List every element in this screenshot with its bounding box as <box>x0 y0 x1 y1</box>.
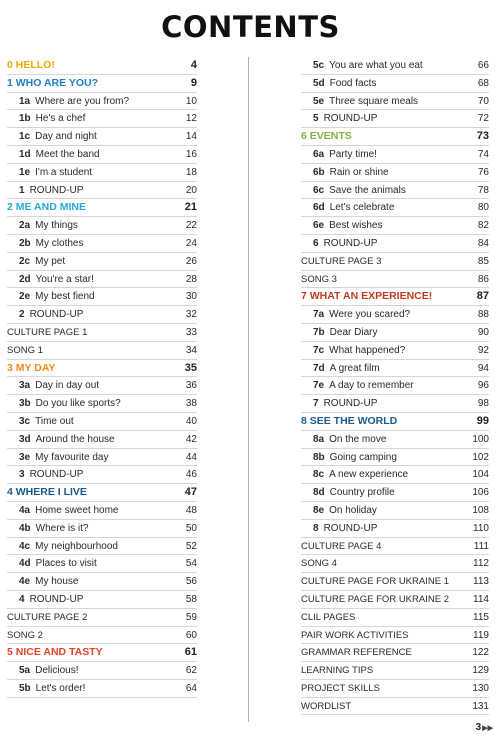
lesson-entry[interactable] <box>7 662 197 680</box>
entry-label: CULTURE PAGE 1 <box>7 326 88 338</box>
entry-label: 1 WHO ARE YOU? <box>7 76 99 89</box>
lesson-entry[interactable] <box>7 538 197 556</box>
entry-label: Food facts <box>329 77 377 89</box>
entry-page-number: 33 <box>185 326 197 338</box>
lesson-code: 4b <box>19 522 31 534</box>
entry-page-number: 76 <box>477 166 489 178</box>
lesson-code: 7c <box>313 344 325 356</box>
section-entry[interactable] <box>7 627 197 645</box>
lesson-code: 6d <box>313 202 325 214</box>
entry-label: 3 MY DAY <box>7 361 56 374</box>
lesson-entry[interactable] <box>7 271 197 289</box>
lesson-code: 7e <box>313 380 325 392</box>
entry-page-number: 100 <box>472 433 489 445</box>
entry-page-number: 20 <box>185 184 197 196</box>
lesson-code: 2a <box>19 220 31 232</box>
unit-heading[interactable] <box>7 57 197 75</box>
entry-label: Party time! <box>329 148 377 160</box>
entry-page-number: 84 <box>477 237 489 249</box>
entry-page-number: 87 <box>476 290 489 303</box>
entry-page-number: 72 <box>477 113 489 125</box>
entry-page-number: 64 <box>185 682 197 694</box>
entry-page-number: 21 <box>184 201 197 214</box>
unit-heading[interactable] <box>7 199 197 217</box>
lesson-entry[interactable] <box>7 431 197 449</box>
lesson-entry[interactable] <box>301 431 489 449</box>
lesson-code: 4c <box>19 540 31 552</box>
lesson-code: 4 <box>19 593 25 605</box>
lesson-code: 3 <box>19 469 25 481</box>
lesson-code: 5 <box>313 113 319 125</box>
entry-page-number: 73 <box>476 130 489 143</box>
section-entry[interactable] <box>7 324 197 342</box>
entry-page-number: 130 <box>472 682 489 694</box>
entry-page-number: 85 <box>477 255 489 267</box>
unit-heading[interactable] <box>7 644 197 662</box>
entry-label: SONG 4 <box>301 558 337 570</box>
lesson-code: 7b <box>313 326 325 338</box>
entry-label: CULTURE PAGE 3 <box>301 255 382 267</box>
entry-label: SONG 2 <box>7 629 43 641</box>
entry-label: ROUND-UP <box>29 469 84 481</box>
lesson-code: 2d <box>19 273 31 285</box>
entry-page-number: 40 <box>185 415 197 427</box>
lesson-code: 2 <box>19 309 25 321</box>
entry-label: PROJECT SKILLS <box>301 682 381 694</box>
lesson-entry[interactable] <box>301 57 489 75</box>
entry-page-number: 74 <box>477 148 489 160</box>
lesson-entry[interactable] <box>7 235 197 253</box>
entry-page-number: 36 <box>185 380 197 392</box>
entry-label: CULTURE PAGE FOR UKRAINE 2 <box>301 593 449 605</box>
entry-page-number: 60 <box>185 629 197 641</box>
lesson-entry[interactable] <box>301 395 489 413</box>
entry-page-number: 14 <box>185 131 197 143</box>
entry-label: Best wishes <box>329 220 383 232</box>
lesson-code: 8c <box>313 469 325 481</box>
entry-page-number: 44 <box>185 451 197 463</box>
entry-label: 4 WHERE I LIVE <box>7 486 87 499</box>
lesson-code: 1b <box>19 113 31 125</box>
entry-label: ROUND-UP <box>29 184 84 196</box>
entry-label: SONG 3 <box>301 273 337 285</box>
entry-page-number: 66 <box>477 60 489 71</box>
unit-heading[interactable] <box>301 128 489 146</box>
entry-page-number: 119 <box>473 629 489 641</box>
entry-label: On holiday <box>329 504 377 516</box>
lesson-entry[interactable] <box>301 449 489 467</box>
lesson-code: 8d <box>313 487 325 499</box>
entry-label: My favourite day <box>35 451 109 463</box>
entry-label: You're a star! <box>35 273 94 285</box>
lesson-entry[interactable] <box>7 573 197 591</box>
section-entry[interactable] <box>7 609 197 627</box>
lesson-entry[interactable] <box>7 93 197 111</box>
entry-label: ROUND-UP <box>29 309 84 321</box>
entry-page-number: 59 <box>185 611 197 623</box>
lesson-entry[interactable] <box>301 484 489 502</box>
entry-label: Around the house <box>35 433 115 445</box>
lesson-code: 8b <box>313 451 325 463</box>
entry-page-number: 70 <box>477 95 489 107</box>
entry-label: Places to visit <box>35 558 97 570</box>
lesson-entry[interactable] <box>7 217 197 235</box>
column-divider <box>248 57 249 722</box>
lesson-code: 6e <box>313 220 325 232</box>
entry-page-number: 4 <box>190 59 197 71</box>
entry-label: CULTURE PAGE FOR UKRAINE 1 <box>301 576 449 588</box>
entry-label: 5 NICE AND TASTY <box>7 646 103 659</box>
lesson-code: 6a <box>313 148 325 160</box>
lesson-entry[interactable] <box>301 75 489 93</box>
lesson-entry[interactable] <box>301 217 489 235</box>
entry-label: CULTURE PAGE 2 <box>7 611 88 623</box>
entry-page-number: 48 <box>185 504 197 516</box>
entry-page-number: 111 <box>473 540 489 552</box>
lesson-code: 5d <box>313 77 325 89</box>
entry-label: He's a chef <box>35 113 86 125</box>
entry-label: WORDLIST <box>301 700 352 712</box>
entry-page-number: 50 <box>185 522 197 534</box>
lesson-entry[interactable] <box>301 146 489 164</box>
lesson-entry[interactable] <box>7 128 197 146</box>
lesson-entry[interactable] <box>301 377 489 395</box>
lesson-entry[interactable] <box>301 520 489 538</box>
section-entry[interactable] <box>301 555 489 573</box>
entry-label: GRAMMAR REFERENCE <box>301 647 412 659</box>
entry-label: SONG 1 <box>7 344 43 356</box>
entry-page-number: 62 <box>185 665 197 677</box>
lesson-entry[interactable] <box>7 466 197 484</box>
lesson-code: 3d <box>19 433 31 445</box>
entry-label: Three square meals <box>329 95 419 107</box>
lesson-code: 3c <box>19 415 31 427</box>
entry-label: LEARNING TIPS <box>301 665 374 677</box>
entry-page-number: 52 <box>185 540 197 552</box>
lesson-code: 4e <box>19 576 31 588</box>
entry-page-number: 113 <box>473 576 489 588</box>
lesson-code: 3e <box>19 451 31 463</box>
entry-page-number: 115 <box>473 611 489 623</box>
lesson-entry[interactable] <box>301 306 489 324</box>
lesson-code: 1c <box>19 131 31 143</box>
contents-left-column <box>7 57 197 698</box>
entry-page-number: 35 <box>184 361 197 374</box>
section-entry[interactable] <box>7 342 197 360</box>
entry-page-number: 34 <box>185 344 197 356</box>
entry-label: My clothes <box>35 237 84 249</box>
lesson-code: 5e <box>313 95 325 107</box>
lesson-entry[interactable] <box>301 235 489 253</box>
lesson-entry[interactable] <box>7 253 197 271</box>
lesson-code: 5c <box>313 60 325 71</box>
entry-page-number: 54 <box>185 558 197 570</box>
entry-page-number: 68 <box>477 77 489 89</box>
unit-heading[interactable] <box>7 75 197 93</box>
entry-label: Let's celebrate <box>329 202 395 214</box>
entry-page-number: 28 <box>185 273 197 285</box>
lesson-entry[interactable] <box>7 680 197 698</box>
entry-page-number: 86 <box>477 273 489 285</box>
entry-page-number: 99 <box>476 414 489 427</box>
unit-heading[interactable] <box>301 288 489 306</box>
entry-label: On the move <box>329 433 387 445</box>
entry-page-number: 46 <box>185 469 197 481</box>
lesson-code: 4a <box>19 504 31 516</box>
entry-label: Where is it? <box>35 522 89 534</box>
lesson-code: 8e <box>313 504 325 516</box>
lesson-code: 1 <box>19 184 25 196</box>
entry-page-number: 26 <box>185 255 197 267</box>
entry-label: 2 ME AND MINE <box>7 201 86 214</box>
entry-label: A great film <box>329 362 380 374</box>
lesson-entry[interactable] <box>301 324 489 342</box>
entry-label: Home sweet home <box>35 504 119 516</box>
lesson-code: 2e <box>19 291 31 303</box>
contents-right-column <box>301 57 489 715</box>
section-entry[interactable] <box>301 271 489 289</box>
entry-page-number: 56 <box>185 576 197 588</box>
lesson-entry[interactable] <box>301 93 489 111</box>
entry-label: Were you scared? <box>329 309 411 321</box>
entry-page-number: 88 <box>477 309 489 321</box>
lesson-code: 8 <box>313 522 319 534</box>
entry-label: Save the animals <box>329 184 406 196</box>
lesson-code: 7 <box>313 398 319 410</box>
lesson-code: 2b <box>19 237 31 249</box>
entry-label: Dear Diary <box>329 326 378 338</box>
entry-label: Meet the band <box>35 148 100 160</box>
lesson-entry[interactable] <box>301 164 489 182</box>
entry-label: A new experience <box>329 469 409 481</box>
unit-heading[interactable] <box>301 413 489 431</box>
lesson-code: 1a <box>19 95 31 107</box>
page-number <box>476 722 493 733</box>
entry-label: Day and night <box>35 131 97 143</box>
lesson-entry[interactable] <box>7 502 197 520</box>
unit-heading[interactable] <box>7 360 197 378</box>
entry-page-number: 108 <box>472 504 489 516</box>
entry-page-number: 58 <box>185 593 197 605</box>
entry-label: Do you like sports? <box>35 398 121 410</box>
entry-label: 0 HELLO! <box>7 59 55 71</box>
section-entry[interactable] <box>301 591 489 609</box>
lesson-entry[interactable] <box>7 306 197 324</box>
entry-label: My things <box>35 220 78 232</box>
entry-page-number: 42 <box>185 433 197 445</box>
section-entry[interactable] <box>301 538 489 556</box>
entry-page-number: 94 <box>477 362 489 374</box>
entry-page-number: 106 <box>472 487 489 499</box>
lesson-code: 5a <box>19 665 31 677</box>
lesson-code: 4d <box>19 558 31 570</box>
lesson-code: 2c <box>19 255 31 267</box>
entry-label: PAIR WORK ACTIVITIES <box>301 629 409 641</box>
entry-page-number: 82 <box>477 220 489 232</box>
entry-label: Day in day out <box>35 380 100 392</box>
section-entry[interactable] <box>301 662 489 680</box>
entry-page-number: 102 <box>472 451 489 463</box>
entry-label: My best fiend <box>35 291 95 303</box>
lesson-code: 5b <box>19 682 31 694</box>
entry-label: ROUND-UP <box>323 398 378 410</box>
lesson-entry[interactable] <box>7 395 197 413</box>
entry-page-number: 98 <box>477 398 489 410</box>
entry-page-number: 9 <box>190 76 197 89</box>
lesson-code: 3a <box>19 380 31 392</box>
entry-label: Where are you from? <box>35 95 130 107</box>
entry-label: ROUND-UP <box>323 522 378 534</box>
lesson-entry[interactable] <box>301 466 489 484</box>
lesson-entry[interactable] <box>7 182 197 200</box>
lesson-entry[interactable] <box>7 164 197 182</box>
entry-page-number: 16 <box>185 148 197 160</box>
entry-page-number: 38 <box>185 398 197 410</box>
entry-label: Time out <box>35 415 74 427</box>
lesson-code: 7a <box>313 309 325 321</box>
lesson-entry[interactable] <box>7 591 197 609</box>
lesson-entry[interactable] <box>301 182 489 200</box>
entry-page-number: 114 <box>473 593 489 605</box>
entry-page-number: 80 <box>477 202 489 214</box>
entry-label: 7 WHAT AN EXPERIENCE! <box>301 290 433 303</box>
entry-label: I'm a student <box>35 166 93 178</box>
entry-page-number: 24 <box>185 237 197 249</box>
entry-page-number: 131 <box>472 700 489 712</box>
lesson-entry[interactable] <box>7 146 197 164</box>
section-entry[interactable] <box>301 253 489 271</box>
entry-page-number: 12 <box>185 113 197 125</box>
section-entry[interactable] <box>301 698 489 716</box>
entry-label: 8 SEE THE WORLD <box>301 414 398 427</box>
entry-label: ROUND-UP <box>323 237 378 249</box>
lesson-code: 1d <box>19 148 31 160</box>
lesson-entry[interactable] <box>7 110 197 128</box>
entry-label: Delicious! <box>35 665 79 677</box>
section-entry[interactable] <box>301 609 489 627</box>
entry-page-number: 122 <box>472 647 489 659</box>
entry-label: Country profile <box>329 487 395 499</box>
entry-label: 6 EVENTS <box>301 130 352 143</box>
lesson-entry[interactable] <box>7 520 197 538</box>
entry-page-number: 61 <box>184 646 197 659</box>
section-entry[interactable] <box>301 573 489 591</box>
entry-page-number: 30 <box>185 291 197 303</box>
entry-label: My neighbourhood <box>35 540 118 552</box>
lesson-code: 3b <box>19 398 31 410</box>
entry-label: CULTURE PAGE 4 <box>301 540 382 552</box>
lesson-entry[interactable] <box>301 199 489 217</box>
entry-label: ROUND-UP <box>29 593 84 605</box>
lesson-entry[interactable] <box>301 342 489 360</box>
lesson-code: 6b <box>313 166 325 178</box>
lesson-code: 6c <box>313 184 325 196</box>
entry-page-number: 96 <box>477 380 489 392</box>
entry-page-number: 78 <box>477 184 489 196</box>
entry-label: My house <box>35 576 79 588</box>
lesson-entry[interactable] <box>7 377 197 395</box>
section-entry[interactable] <box>301 627 489 645</box>
page-title: CONTENTS <box>161 10 340 44</box>
entry-page-number: 90 <box>477 326 489 338</box>
entry-page-number: 104 <box>472 469 489 481</box>
lesson-entry[interactable] <box>7 555 197 573</box>
entry-page-number: 92 <box>477 344 489 356</box>
lesson-entry[interactable] <box>7 413 197 431</box>
page-number-label: 3 <box>475 722 482 733</box>
lesson-code: 7d <box>313 362 325 374</box>
lesson-entry[interactable] <box>301 110 489 128</box>
entry-label: What happened? <box>329 344 406 356</box>
lesson-code: 6 <box>313 237 319 249</box>
entry-page-number: 32 <box>185 309 197 321</box>
entry-page-number: 110 <box>473 522 489 534</box>
section-entry[interactable] <box>301 680 489 698</box>
lesson-entry[interactable] <box>7 288 197 306</box>
entry-page-number: 47 <box>184 486 197 499</box>
entry-page-number: 10 <box>185 95 197 107</box>
lesson-entry[interactable] <box>301 360 489 378</box>
entry-label: Going camping <box>329 451 397 463</box>
section-entry[interactable] <box>301 644 489 662</box>
lesson-code: 8a <box>313 433 325 445</box>
entry-page-number: 129 <box>472 665 489 677</box>
entry-label: Let's order! <box>35 682 86 694</box>
entry-page-number: 22 <box>185 220 197 232</box>
next-page-arrows-icon: ▶▶ <box>482 725 493 732</box>
entry-page-number: 18 <box>185 166 197 178</box>
lesson-code: 1e <box>19 166 31 178</box>
unit-heading[interactable] <box>7 484 197 502</box>
entry-label: Rain or shine <box>329 166 389 178</box>
entry-label: A day to remember <box>329 380 414 392</box>
lesson-entry[interactable] <box>301 502 489 520</box>
entry-page-number: 112 <box>473 558 489 570</box>
entry-label: CLIL PAGES <box>301 611 356 623</box>
entry-label: You are what you eat <box>329 60 423 71</box>
lesson-entry[interactable] <box>7 449 197 467</box>
entry-label: ROUND-UP <box>323 113 378 125</box>
entry-label: My pet <box>35 255 66 267</box>
